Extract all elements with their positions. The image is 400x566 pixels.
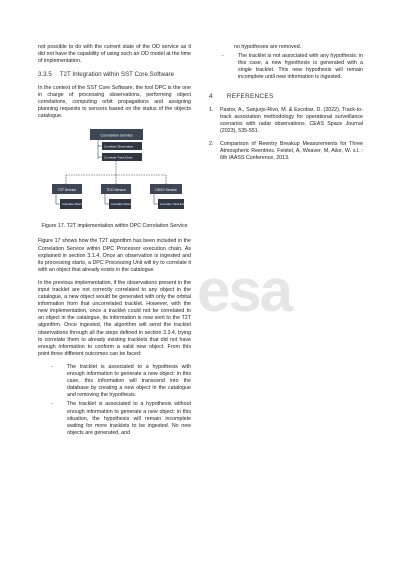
paragraph-figure-17: Figure 17 shows how the T2T algorithm has been included in the Correlation Service within DPC Processor execution chain. As explained in section 3.1.4, Once an observation is ingested and its processing starts, a DPC Processing Unit will try to correlate it with an object that already exists in the catalogue. <box>38 238 191 273</box>
section-number: 3.3.5 <box>38 71 52 79</box>
section-title: REFERENCES <box>226 93 274 101</box>
correlation-service-label: Correlation Service <box>100 133 133 138</box>
list-item-text: The tracklet is not associated with any hypothesis: in this case, a new hypothesis is generated with a single tracklet. This new hypothesis will remain incomplete until new information is ingested. <box>238 53 363 81</box>
list-item <box>51 364 191 399</box>
figure-caption: Figure 17. T2T implementation within DPC Correlation Service <box>41 223 188 230</box>
esa-watermark: esa <box>197 257 292 324</box>
dash-marker: - <box>222 53 224 60</box>
section-title: T2T Integration within SST Core Software <box>59 71 175 79</box>
reference-item <box>209 107 363 135</box>
section-number: 4 <box>209 93 213 101</box>
continued-text: no hypotheses are removed. <box>234 44 302 50</box>
list-item <box>222 53 363 81</box>
left-column <box>38 44 191 439</box>
main-item-2: Correlate Track Entry <box>104 155 133 160</box>
dash-marker: - <box>51 401 53 408</box>
list-item-text: The tracklet is associated to a hypothesis without enough information to generate a new object: in this situation, the hypothesis will remain incomplete waiting for more tracklets to be ingested. No new objects are generated, and <box>67 401 191 436</box>
reference-text: Pastor, A., Sanjurjo-Rivo, M. & Escobar, D. (2022). Track-to-track association methodology for operational surveillance scenarios with radar observations. CEAS Space Journal (2023), 535-551. <box>220 106 363 134</box>
list-item <box>51 401 191 436</box>
tdo-service-label: TDO Service <box>106 188 126 193</box>
figure-17 <box>38 126 191 219</box>
reference-number: 1. <box>209 106 214 113</box>
paragraph-dpc: In the context of the SST Core Software, the tool DPC is the one in charge of processing observations, performing object correlations, computing orbit propagations and assigning planning requests to sensors based on the status of the objects catalogue. <box>38 84 191 120</box>
correlation-diagram <box>38 126 191 219</box>
section-heading-references <box>209 93 363 100</box>
t2t-item: Correlate Observations <box>62 202 91 207</box>
dash-marker: - <box>51 363 53 370</box>
intro-paragraph: not possible to do with the current state of the OD service as it did not have the capability of using such an OD model at the time of implementation. <box>38 44 191 65</box>
t2t-service-label: T2T Service <box>57 188 77 193</box>
odio-item: Correlate Track Entry <box>160 202 187 207</box>
list-item-text: The tracklet is associated to a hypothesis with enough information to generate a new object: in this case, this information will transcend into the database by creating a new object in the catalogue and removing the hypothesis. <box>67 363 191 399</box>
reference-text: Comparison of Reentry Breakup Measurements for Three Atmospheric Reentries. Feistel, A, Weaver, M, Ailor, W. s.l. : 6th IAASS Conference, 2013. <box>220 140 363 162</box>
section-heading-3-3-5 <box>38 71 191 79</box>
main-item-1: Correlate Observation <box>104 144 134 149</box>
reference-item <box>209 141 363 162</box>
tdo-item: Correlate Observations <box>111 202 140 207</box>
right-column <box>209 44 363 168</box>
reference-number: 2. <box>209 140 214 147</box>
odio-service-label: OD/IO Service <box>155 188 177 193</box>
paragraph-previous-implementation: In the previous implementation, if the observations present in the input tracklet are not correctly correlated to any object in the catalogue, a new object would be generated with only the orbital information from that uncorrelated tracklet. However, with the new implementation, once a tracklet could not be correlated to an object in the catalogue, its information is now sent to the T2T algorithm. Once ingested, the algorithm will send the tracklet observations through all the steps defined in section 3.3.4, trying to correlate them to already existing tracklets that did not have enough information to conform a valid new object. From this point three different outcomes can be faced: <box>38 279 191 357</box>
